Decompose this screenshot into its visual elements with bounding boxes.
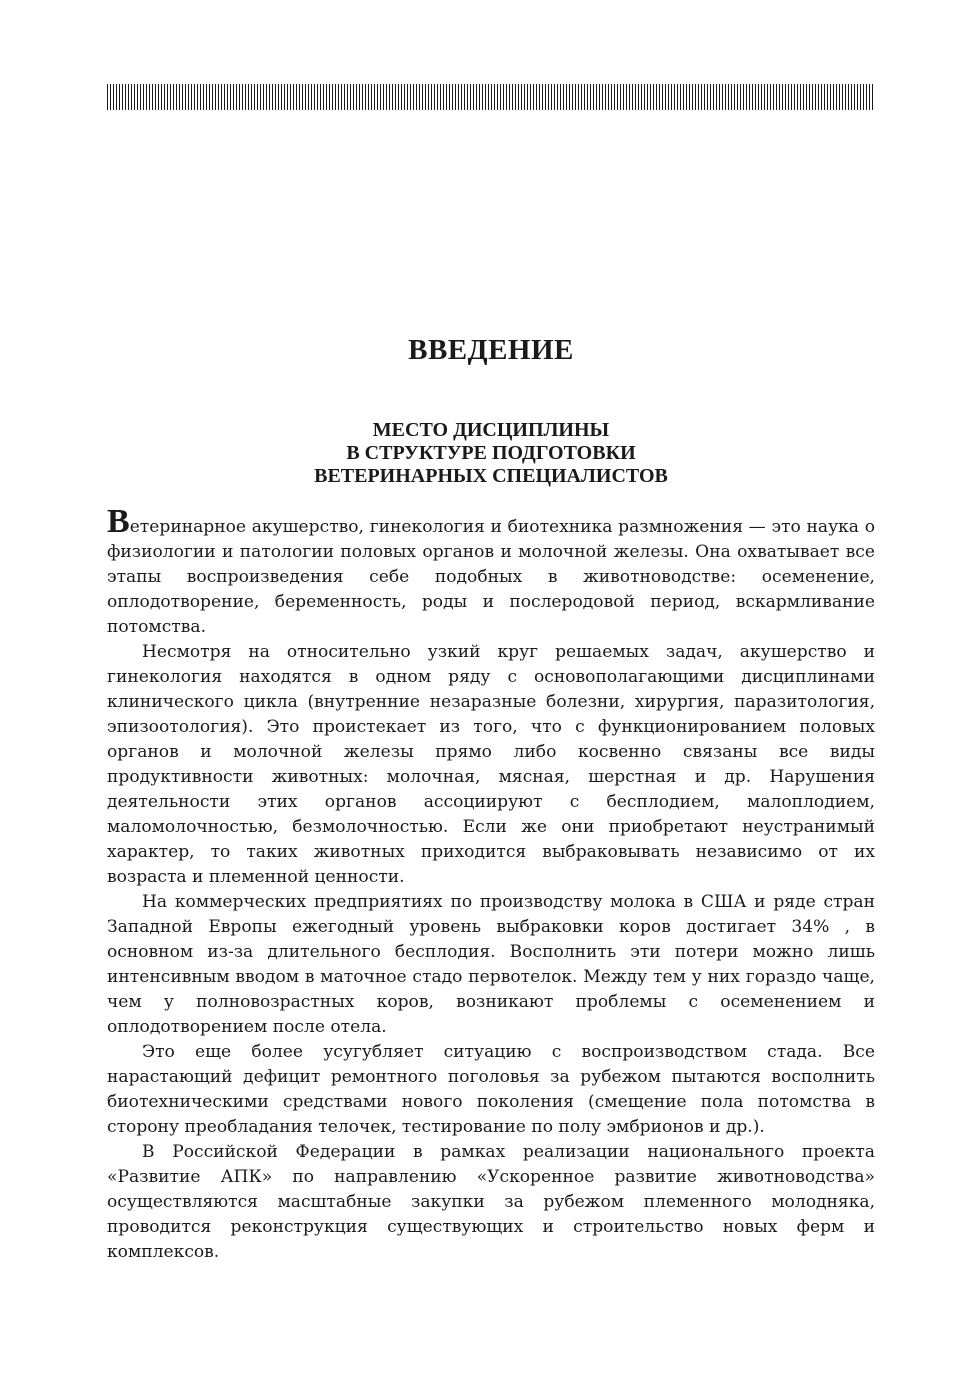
header-hatch-bar xyxy=(107,84,875,110)
body-text xyxy=(107,503,875,1265)
paragraph-text: етеринарное акушерство, гинекология и биотехника размножения — это наука о физиологии и патологии половых органов и молочной железы. Она охватывает все этапы воспроизведения себе подобных в животноводстве: осеменение, оплодотворение, беременность, роды и послеродовой период, вскармливание потомства. xyxy=(107,517,875,637)
paragraph xyxy=(107,503,875,640)
dropcap-letter: В xyxy=(107,503,130,540)
paragraph: Это еще более усугубляет ситуацию с воспроизводством стада. Все нарастающий дефицит ремонтного поголовья за рубежом пытаются восполнить биотехническими средствами нового поколения (смещение пола потомства в сторону преобладания телочек, тестирование по полу эмбрионов и др.). xyxy=(107,1042,875,1137)
paragraph: Несмотря на относительно узкий круг решаемых задач, акушерство и гинекология находятся в одном ряду с основополагающими дисциплинами клинического цикла (внутренние незаразные болезни, хирургия, паразитология, эпизоотология). Это проистекает из того, что с функционированием половых органов и молочной железы прямо либо косвенно связаны все виды продуктивности животных: молочная, мясная, шерстная и др. Нарушения деятельности этих органов ассоциируют с бесплодием, малоплодием, маломолочностью, безмолочностью. Если же они приобретают неустранимый характер, то таких животных приходится выбраковывать независимо от их возраста и племенной ценности. xyxy=(107,642,875,887)
paragraph: В Российской Федерации в рамках реализации национального проекта «Развитие АПК» по направлению «Ускоренное развитие животноводства» осуществляются масштабные закупки за рубежом племенного молодняка, проводится реконструкция существующих и строительство новых ферм и комплексов. xyxy=(107,1142,875,1262)
section-title-line: ВЕТЕРИНАРНЫХ СПЕЦИАЛИСТОВ xyxy=(314,465,668,487)
section-title-line: МЕСТО ДИСЦИПЛИНЫ xyxy=(372,419,610,441)
paragraph: На коммерческих предприятиях по производству молока в США и ряде стран Западной Европы ежегодный уровень выбраковки коров достигает 34% , в основном из-за длительного бесплодия. Восполнить эти потери можно лишь интенсивным вводом в маточное стадо первотелок. Между тем у них гораздо чаще, чем у полновозрастных коров, возникают проблемы с осеменением и оплодотворением после отела. xyxy=(107,892,875,1037)
chapter-title: ВВЕДЕНИЕ xyxy=(408,334,574,366)
section-title xyxy=(107,419,875,488)
section-title-line: В СТРУКТУРЕ ПОДГОТОВКИ xyxy=(346,442,636,464)
